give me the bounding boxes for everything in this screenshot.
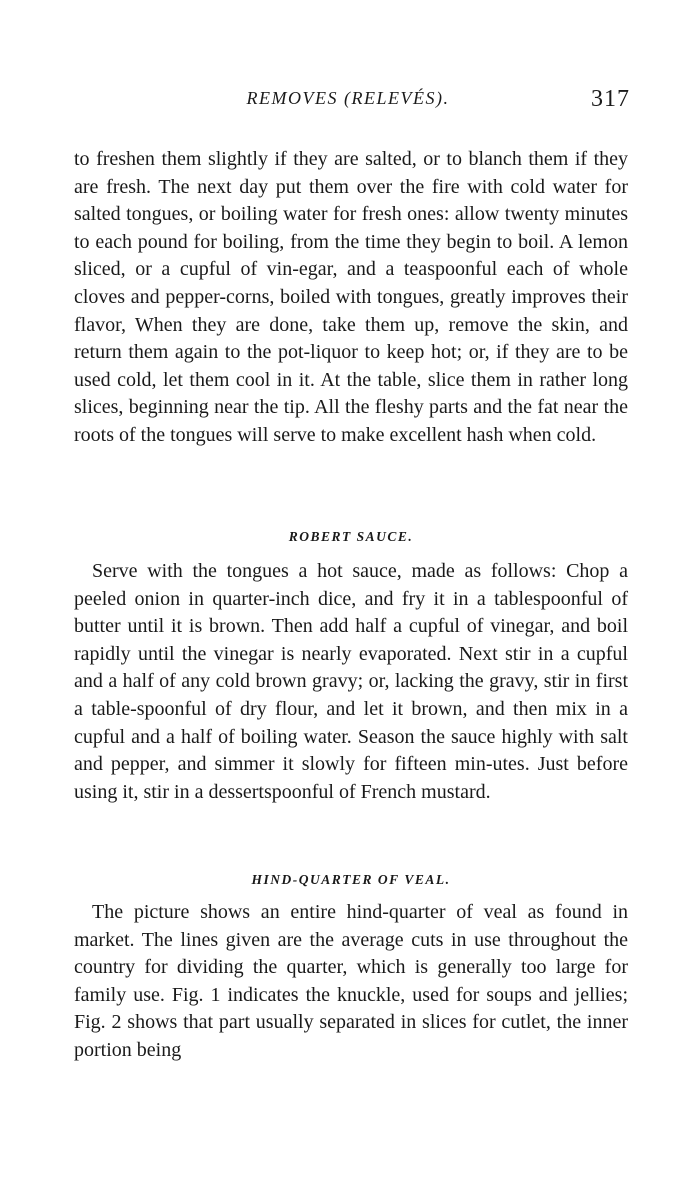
page-number: 317 [591,86,630,112]
running-title: REMOVES (RELEVÉS). [246,88,450,108]
body-paragraph-hind-quarter: The picture shows an entire hind-quarter of veal as found in market. The lines given are the average cuts in use throughout the country for dividing the quarter, which is generally too large for family use. Fig. 1 indicates the knuckle, used for soups and jellies; Fig. 2 shows that part usually separated in slices for cutlet, the inner portion being [74,901,628,1061]
running-header [74,86,630,120]
body-paragraph-tongues: to freshen them slightly if they are salted, or to blanch them if they are fresh. The next day put them over the fire with cold water for salted tongues, or boiling water for fresh ones: allow twenty minutes to each pound for boiling, from the time they begin to boil. A lemon sliced, or a cupful of vin-egar, and a teaspoonful each of whole cloves and pepper-corns, boiled with tongues, greatly improves their flavor, When they are done, take them up, remove the skin, and return them again to the pot-liquor to keep hot; or, if they are to be used cold, let them cool in it. At the table, slice them in rather long slices, beginning near the tip. All the fleshy parts and the fat near the roots of the tongues will serve to make excellent hash when cold. [74,148,628,446]
section-heading-robert-sauce: ROBERT SAUCE. [288,529,414,544]
body-paragraph-robert-sauce: Serve with the tongues a hot sauce, made as follows: Chop a peeled onion in quarter-inch dice, and fry it in a tablespoonful of butter until it is brown. Then add half a cupful of vinegar, and boil rapidly until the vinegar is nearly evaporated. Next stir in a cupful and a half of any cold brown gravy; or, lacking the gravy, stir in first a table-spoonful of dry flour, and let it brown, and then mix in a cupful and a half of boiling water. Season the sauce highly with salt and pepper, and simmer it slowly for fifteen min-utes. Just before using it, stir in a dessertspoonful of French mustard. [74,560,628,803]
section-heading-hind-quarter-of-veal: HIND-QUARTER OF VEAL. [251,872,451,887]
